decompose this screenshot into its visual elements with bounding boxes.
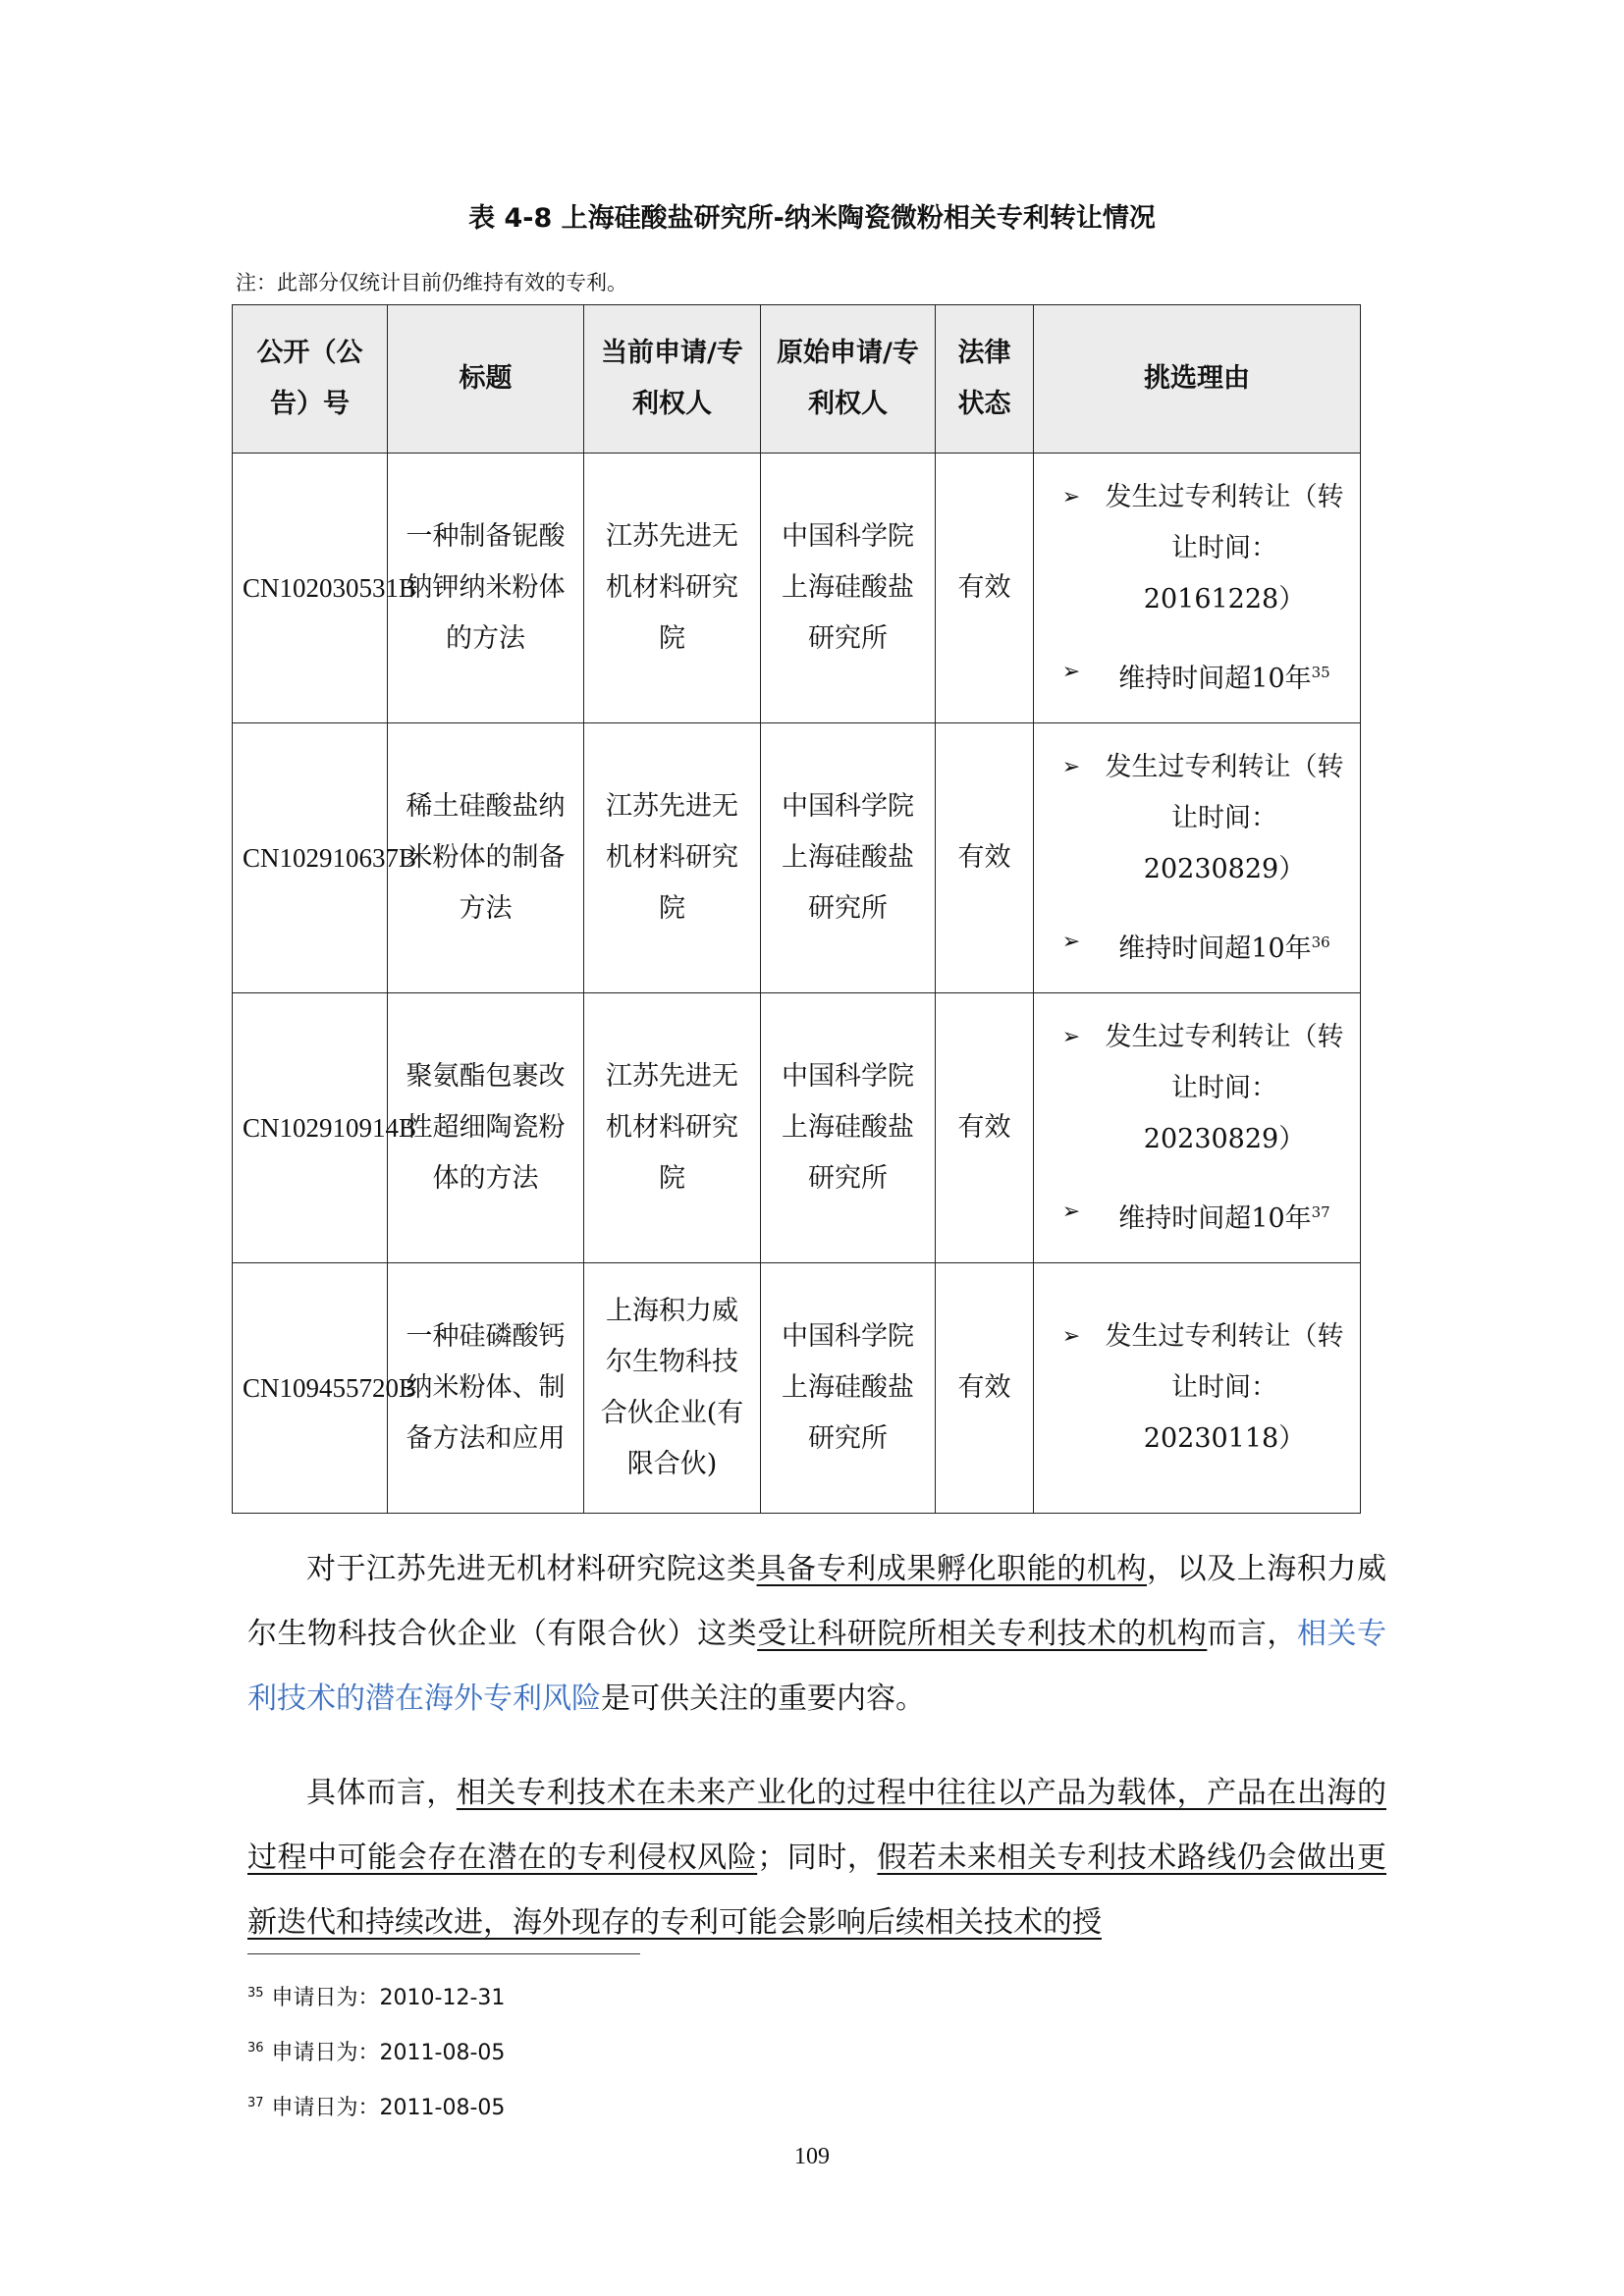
underlined-phrase: 受让科研院所相关专利技术的机构 (757, 1617, 1208, 1651)
selection-reason (1034, 993, 1361, 1263)
footnote-ref: 37 (1311, 1202, 1330, 1221)
reason-transfer: 发生过专利转让（转让时间：20230829） (1105, 751, 1344, 884)
header-number: 公开（公告）号 (233, 305, 388, 454)
table-row (233, 1263, 1361, 1514)
footnote-ref: 36 (1311, 933, 1330, 951)
table-note: 注：此部分仅统计目前仍维持有效的专利。 (236, 271, 627, 294)
reason-duration: 维持时间超10年 (1118, 1202, 1312, 1234)
selection-reason (1034, 1263, 1361, 1514)
reason-transfer: 发生过专利转让（转让时间：20161228） (1105, 481, 1344, 614)
patent-number: CN102910914B (233, 993, 388, 1263)
patent-number: CN102910637B (233, 723, 388, 993)
table-caption: 表 4-8 上海硅酸盐研究所-纳米陶瓷微粉相关专利转让情况 (468, 203, 1156, 234)
arrow-bullet-icon: ➢ (1061, 754, 1081, 779)
patent-title: 聚氨酯包裹改性超细陶瓷粉体的方法 (388, 993, 584, 1263)
footnote-ref: 35 (1311, 663, 1330, 681)
patent-number: CN109455720B (233, 1263, 388, 1514)
selection-reason (1034, 454, 1361, 723)
underlined-phrase: 具备专利成果孵化职能的机构 (756, 1552, 1148, 1586)
arrow-bullet-icon: ➢ (1061, 484, 1081, 509)
footnote-number: 35 (247, 1985, 264, 2001)
paragraph-text: 具体而言， (306, 1776, 457, 1810)
footnote (247, 1981, 505, 2011)
paragraph-text: 对于江苏先进无机材料研究院这类 (306, 1552, 757, 1586)
footnote-text: 申请日为：2011-08-05 (271, 2041, 506, 2065)
reason-duration: 维持时间超10年 (1118, 663, 1312, 694)
footnote (247, 2091, 505, 2121)
selection-reason (1034, 723, 1361, 993)
reason-transfer: 发生过专利转让（转让时间：20230118） (1105, 1321, 1344, 1454)
paragraph-text: ；同时， (757, 1841, 878, 1875)
paragraph-2 (247, 1761, 1386, 1955)
arrow-bullet-icon: ➢ (1061, 1024, 1081, 1049)
patent-table (232, 304, 1361, 1514)
current-owner: 上海积力威尔生物科技合伙企业(有限合伙) (584, 1263, 761, 1514)
table-row (233, 454, 1361, 723)
header-current-owner: 当前申请/专利权人 (584, 305, 761, 454)
paragraph-text: 是可供关注的重要内容。 (601, 1682, 925, 1716)
paragraph-text: 而言， (1207, 1617, 1297, 1651)
header-reason: 挑选理由 (1034, 305, 1361, 454)
current-owner: 江苏先进无机材料研究院 (584, 993, 761, 1263)
footnote-number: 37 (247, 2095, 264, 2110)
arrow-bullet-icon: ➢ (1061, 659, 1081, 684)
highlighted-phrase: 相关专利技术的潜在海外专利风险 (247, 1617, 1387, 1716)
footnote-divider (247, 1953, 640, 1954)
current-owner: 江苏先进无机材料研究院 (584, 723, 761, 993)
original-owner: 中国科学院上海硅酸盐研究所 (761, 1263, 936, 1514)
arrow-bullet-icon: ➢ (1061, 1199, 1081, 1224)
underlined-phrase: 假若未来相关专利技术路线仍会做出更新迭代和持续改进，海外现存的专利可能会影响后续相关技术的授 (247, 1841, 1387, 1940)
reason-transfer: 发生过专利转让（转让时间：20230829） (1105, 1021, 1344, 1154)
original-owner: 中国科学院上海硅酸盐研究所 (761, 454, 936, 723)
patent-title: 一种硅磷酸钙纳米粉体、制备方法和应用 (388, 1263, 584, 1514)
patent-number: CN102030531B (233, 454, 388, 723)
patent-title: 一种制备铌酸钠钾纳米粉体的方法 (388, 454, 584, 723)
original-owner: 中国科学院上海硅酸盐研究所 (761, 723, 936, 993)
table-header-row (233, 305, 1361, 454)
header-original-owner: 原始申请/专利权人 (761, 305, 936, 454)
underlined-phrase: 相关专利技术在未来产业化的过程中往往以产品为载体，产品在出海的过程中可能会存在潜在的专利侵权风险 (247, 1776, 1387, 1875)
legal-status: 有效 (936, 723, 1034, 993)
table-row (233, 723, 1361, 993)
arrow-bullet-icon: ➢ (1061, 1324, 1081, 1349)
original-owner: 中国科学院上海硅酸盐研究所 (761, 993, 936, 1263)
current-owner: 江苏先进无机材料研究院 (584, 454, 761, 723)
footnote-number: 36 (247, 2040, 264, 2056)
legal-status: 有效 (936, 1263, 1034, 1514)
paragraph-1 (247, 1537, 1386, 1732)
arrow-bullet-icon: ➢ (1061, 929, 1081, 954)
paragraph-text: ，以及上海积力威尔生物科技合伙企业（有限合伙）这类 (247, 1552, 1387, 1651)
header-status: 法律状态 (936, 305, 1034, 454)
header-title: 标题 (388, 305, 584, 454)
table-row (233, 993, 1361, 1263)
reason-duration: 维持时间超10年 (1118, 933, 1312, 964)
footnote (247, 2036, 505, 2066)
patent-title: 稀土硅酸盐纳米粉体的制备方法 (388, 723, 584, 993)
legal-status: 有效 (936, 993, 1034, 1263)
footnote-text: 申请日为：2010-12-31 (271, 1986, 506, 2010)
legal-status: 有效 (936, 454, 1034, 723)
footnote-text: 申请日为：2011-08-05 (271, 2096, 506, 2120)
page-number: 109 (794, 2144, 830, 2169)
